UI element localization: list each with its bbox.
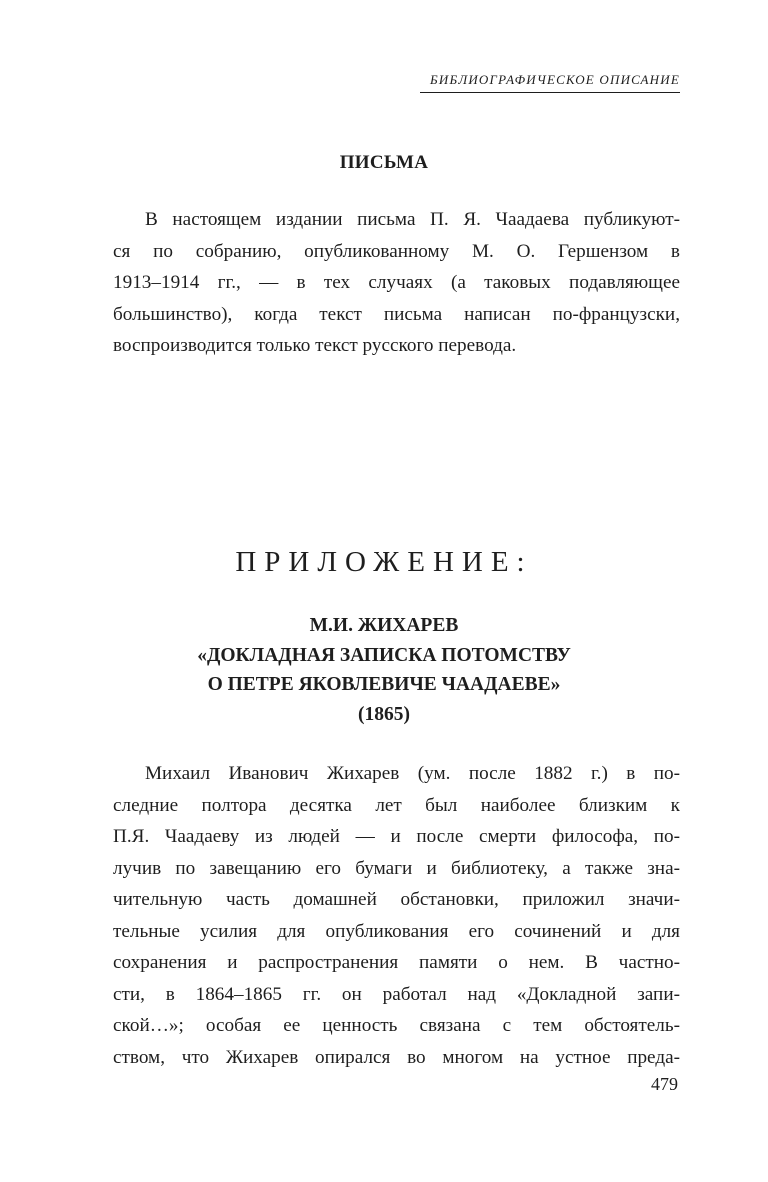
text-line: большинство), когда текст письма написан по-французски, [113,303,680,325]
running-head: БИБЛИОГРАФИЧЕСКОЕ ОПИСАНИЕ [420,72,680,93]
section-title-letters: ПИСЬМА [339,152,429,173]
text-line: П.Я. Чаадаеву из людей — и после смерти философа, по- [113,826,680,847]
text-line: ской…»; особая ее ценность связана с тем обстоятель- [113,1015,680,1036]
page-number: 479 [651,1074,678,1094]
text-line: ством, что Жихарев опирался во многом на устное преда- [113,1046,680,1068]
text-line: воспроизводится только текст русского перевода. [113,335,517,356]
title-line: О ПЕТРЕ ЯКОВЛЕВИЧЕ ЧААДАЕВЕ» [207,674,561,695]
text-line: Михаил Иванович Жихарев (ум. после 1882 г.) в по- [145,763,680,784]
title-line: «ДОКЛАДНАЯ ЗАПИСКА ПОТОМСТВУ [197,644,571,666]
text-line: ся по собранию, опубликованному М. О. Гершензом в [113,240,680,262]
text-line: сохранения и распространения памяти о нем. В частно- [113,952,680,973]
text-line: 1913–1914 гг., — в тех случаях (а таковых подавляющее [113,272,680,293]
text-line: В настоящем издании письма П. Я. Чаадаева публикуют- [145,209,680,230]
letters-paragraph [113,204,680,362]
text-line: тельные усилия для опубликования его сочинений и для [113,920,680,942]
text-line: лучив по завещанию его бумаги и библиотеку, а также зна- [113,857,680,879]
appendix-paragraph [113,758,680,1073]
text-line: сти, в 1864–1865 гг. он работал над «Докладной запи- [113,983,680,1005]
appendix-heading: ПРИЛОЖЕНИЕ: [235,546,533,578]
text-line: следние полтора десятка лет был наиболее близким к [113,794,680,816]
document-title [0,611,768,729]
title-line: (1865) [358,703,410,725]
title-line: М.И. ЖИХАРЕВ [309,615,459,636]
text-line: чительную часть домашней обстановки, приложил значи- [113,889,680,910]
